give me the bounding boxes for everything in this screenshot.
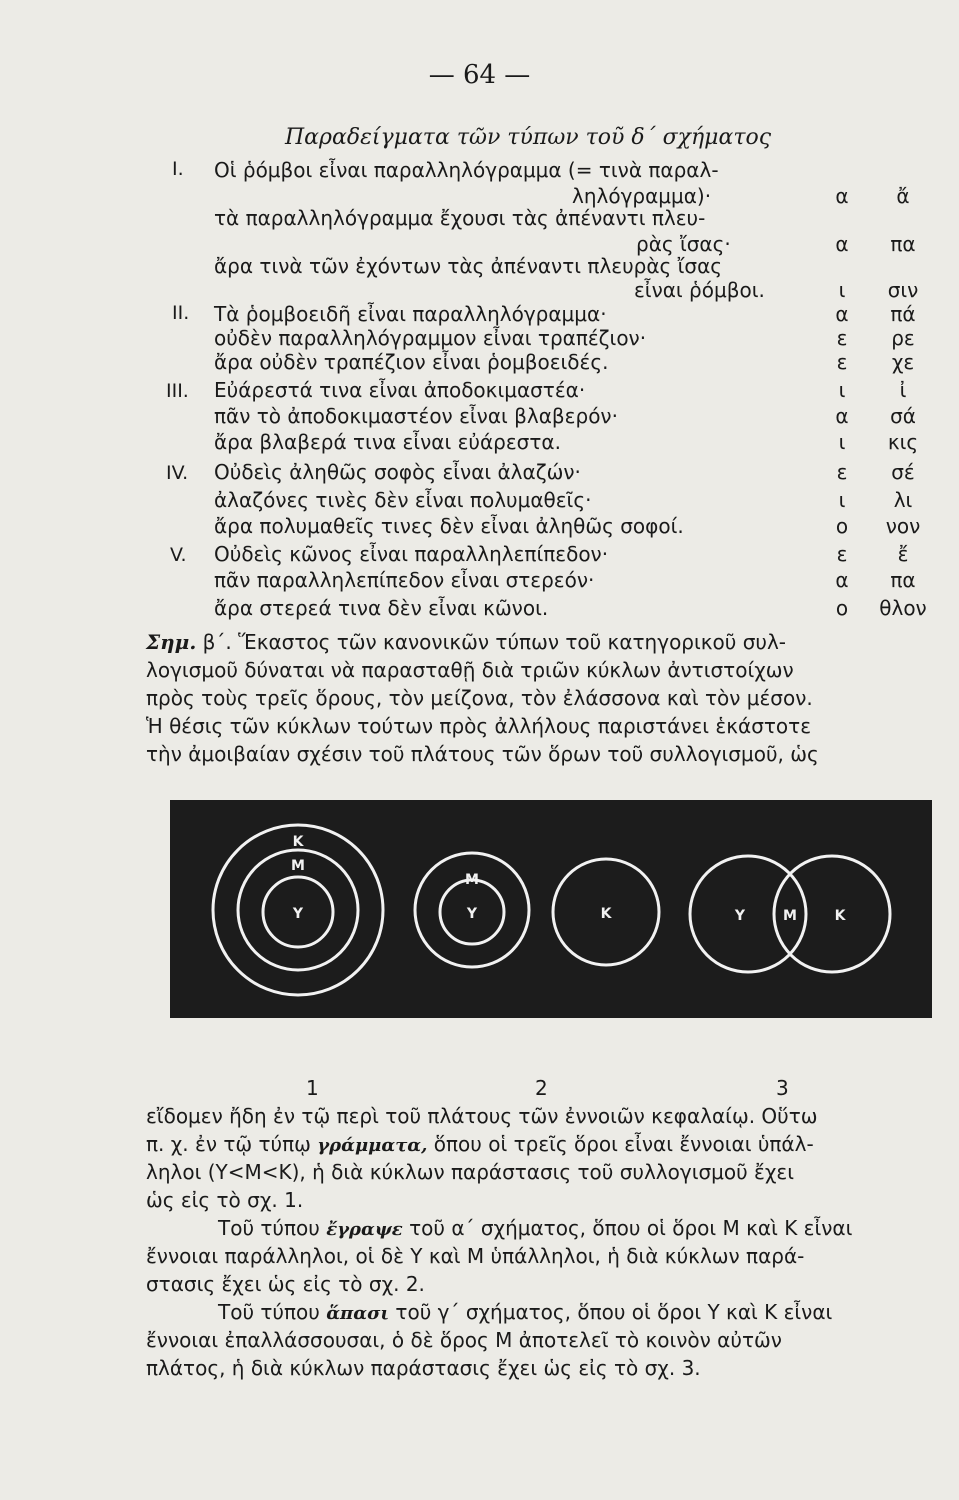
mood-syllable: σά xyxy=(890,404,916,428)
mood-vowel: α xyxy=(835,568,849,592)
mood-vowel: ε xyxy=(836,460,848,484)
paragraph-line: ληλοι (Υ<Μ<Κ), ἡ διὰ κύκλων παράστασις τοῦ συλλογισμοῦ ἔχει xyxy=(146,1160,794,1184)
paragraph-line: ἔννοιαι ἐπαλλάσσουσαι, ὁ δὲ ὅρος Μ ἀποτελεῖ τὸ κοινὸν αὐτῶν xyxy=(146,1328,782,1352)
label-m-fig1: M xyxy=(291,858,305,874)
example-line: ἄρα πολυμαθεῖς τινες δὲν εἶναι ἀληθῶς σοφοί. xyxy=(214,514,684,538)
example-line: ληλόγραμμα)· xyxy=(572,184,712,208)
label-k-fig1: K xyxy=(292,834,304,850)
mood-vowel: ι xyxy=(838,430,846,454)
mood-vowel: ι xyxy=(838,378,846,402)
figure-number-3: 3 xyxy=(776,1076,789,1100)
example-numeral: II. xyxy=(172,302,190,324)
mood-syllable: θλον xyxy=(879,596,927,620)
mood-syllable: πα xyxy=(890,568,916,592)
paragraph-line xyxy=(218,1216,852,1240)
figure-svg xyxy=(170,800,932,1018)
paragraph-line xyxy=(146,1132,814,1156)
mood-syllable: ἔ xyxy=(897,542,909,566)
mood-name: γράμματα, xyxy=(317,1135,428,1156)
note-line: τὴν ἀμοιβαίαν σχέσιν τοῦ πλάτους τῶν ὅρων τοῦ συλλογισμοῦ, ὡς xyxy=(146,742,819,766)
example-line: Οὐδεὶς κῶνος εἶναι παραλληλεπίπεδον· xyxy=(214,542,609,566)
mood-vowel: ι xyxy=(838,278,846,302)
mood-name: ἔγραψε xyxy=(326,1219,403,1240)
mood-vowel: α xyxy=(835,404,849,428)
example-line: ἀλαζόνες τινὲς δὲν εἶναι πολυμαθεῖς· xyxy=(214,488,592,512)
mood-vowel: α xyxy=(835,184,849,208)
example-line: ἄρα βλαβερά τινα εἶναι εὐάρεστα. xyxy=(214,430,561,454)
mood-vowel: α xyxy=(835,302,849,326)
text-run: Τοῦ τύπου xyxy=(218,1216,327,1240)
mood-syllable: ἄ xyxy=(896,184,910,208)
example-line: ρὰς ἴσας· xyxy=(636,232,731,256)
mood-syllable: κις xyxy=(887,430,919,454)
mood-vowel: ι xyxy=(838,488,846,512)
mood-vowel: ο xyxy=(835,514,849,538)
mood-syllable: ρε xyxy=(891,326,915,350)
text-run: ὅπου οἱ τρεῖς ὅροι εἶναι ἔννοιαι ὑπάλ- xyxy=(427,1132,814,1156)
example-line: ἄρα στερεά τινα δὲν εἶναι κῶνοι. xyxy=(214,596,549,620)
label-y-fig3: Y xyxy=(734,908,746,924)
paragraph-line: στασις ἔχει ὡς εἰς τὸ σχ. 2. xyxy=(146,1272,425,1296)
mood-syllable: πά xyxy=(890,302,916,326)
example-line: τὰ παραλληλόγραμμα ἔχουσι τὰς ἀπέναντι πλευ- xyxy=(214,206,706,230)
example-line: Τὰ ῥομβοειδῆ εἶναι παραλληλόγραμμα· xyxy=(214,302,607,326)
note-line: πρὸς τοὺς τρεῖς ὅρους, τὸν μείζονα, τὸν ἐλάσσονα καὶ τὸν μέσον. xyxy=(146,686,813,710)
figure-number-1: 1 xyxy=(306,1076,319,1100)
text-run: τοῦ γ΄ σχήματος, ὅπου οἱ ὅροι Υ καὶ Κ εἶναι xyxy=(389,1300,833,1324)
example-numeral: III. xyxy=(166,380,189,402)
note-line: β΄. Ἕκαστος τῶν κανονικῶν τύπων τοῦ κατηγορικοῦ συλ- xyxy=(202,630,787,654)
example-line: εἶναι ῥόμβοι. xyxy=(634,278,765,302)
paragraph-line: πλάτος, ἡ διὰ κύκλων παράστασις ἔχει ὡς εἰς τὸ σχ. 3. xyxy=(146,1356,701,1380)
mood-vowel: ε xyxy=(836,326,848,350)
text-run: π. χ. ἐν τῷ τύπῳ xyxy=(146,1132,318,1156)
paragraph-line xyxy=(218,1300,832,1324)
text-run: τοῦ α΄ σχήματος, ὅπου οἱ ὅροι Μ καὶ Κ εἶναι xyxy=(402,1216,853,1240)
figure-number-2: 2 xyxy=(535,1076,548,1100)
example-numeral: I. xyxy=(172,158,184,180)
example-line: πᾶν παραλληλεπίπεδον εἶναι στερεόν· xyxy=(214,568,595,592)
mood-vowel: α xyxy=(835,232,849,256)
label-y-fig2: Y xyxy=(466,906,478,922)
label-m-fig3: M xyxy=(783,908,797,924)
example-numeral: V. xyxy=(170,544,187,566)
label-k-fig3: K xyxy=(834,908,846,924)
mood-vowel: ε xyxy=(836,542,848,566)
paragraph-line: εἴδομεν ἤδη ἐν τῷ περὶ τοῦ πλάτους τῶν ἐννοιῶν κεφαλαίῳ. Οὕτω xyxy=(146,1104,818,1128)
mood-syllable: ἰ xyxy=(899,378,907,402)
example-line: Εὐάρεστά τινα εἶναι ἀποδοκιμαστέα· xyxy=(214,378,586,402)
mood-vowel: ε xyxy=(836,350,848,374)
mood-syllable: λι xyxy=(893,488,913,512)
text-run: Τοῦ τύπου xyxy=(218,1300,327,1324)
mood-syllable: πα xyxy=(890,232,916,256)
example-line: ἄρα τινὰ τῶν ἐχόντων τὰς ἀπέναντι πλευρὰς ἴσας xyxy=(214,254,722,278)
label-k-fig2: K xyxy=(600,906,612,922)
mood-syllable: σιν xyxy=(887,278,919,302)
example-line: πᾶν τὸ ἀποδοκιμαστέον εἶναι βλαβερόν· xyxy=(214,404,618,428)
label-m-fig2: M xyxy=(465,872,479,888)
note-line: λογισμοῦ δύναται νὰ παρασταθῇ διὰ τριῶν κύκλων ἀντιστοίχων xyxy=(146,658,794,682)
mood-name: ἅπασι xyxy=(326,1303,390,1324)
euler-circle-figure xyxy=(170,800,932,1018)
mood-syllable: νον xyxy=(885,514,921,538)
mood-syllable: σέ xyxy=(891,460,915,484)
example-line: οὐδὲν παραλληλόγραμμον εἶναι τραπέζιον· xyxy=(214,326,647,350)
example-line: Οἱ ῥόμβοι εἶναι παραλληλόγραμμα (= τινὰ παραλ- xyxy=(214,158,719,182)
mood-vowel: ο xyxy=(835,596,849,620)
mood-syllable: χε xyxy=(891,350,915,374)
example-line: Οὐδεὶς ἀληθῶς σοφὸς εἶναι ἀλαζών· xyxy=(214,460,581,484)
section-title: Παραδείγματα τῶν τύπων τοῦ δ΄ σχήματος xyxy=(285,125,772,150)
note-label: Σημ. xyxy=(146,630,197,654)
example-line: ἄρα οὐδὲν τραπέζιον εἶναι ῥομβοειδές. xyxy=(214,350,609,374)
example-numeral: IV. xyxy=(166,462,189,484)
page-number: — 64 — xyxy=(428,60,531,90)
paragraph-line: ἔννοιαι παράλληλοι, οἱ δὲ Υ καὶ Μ ὑπάλληλοι, ἡ διὰ κύκλων παρά- xyxy=(146,1244,805,1268)
label-y-fig1: Y xyxy=(292,906,304,922)
paragraph-line: ὡς εἰς τὸ σχ. 1. xyxy=(146,1188,304,1212)
note-line: Ἡ θέσις τῶν κύκλων τούτων πρὸς ἀλλήλους παριστάνει ἑκάστοτε xyxy=(146,714,812,738)
